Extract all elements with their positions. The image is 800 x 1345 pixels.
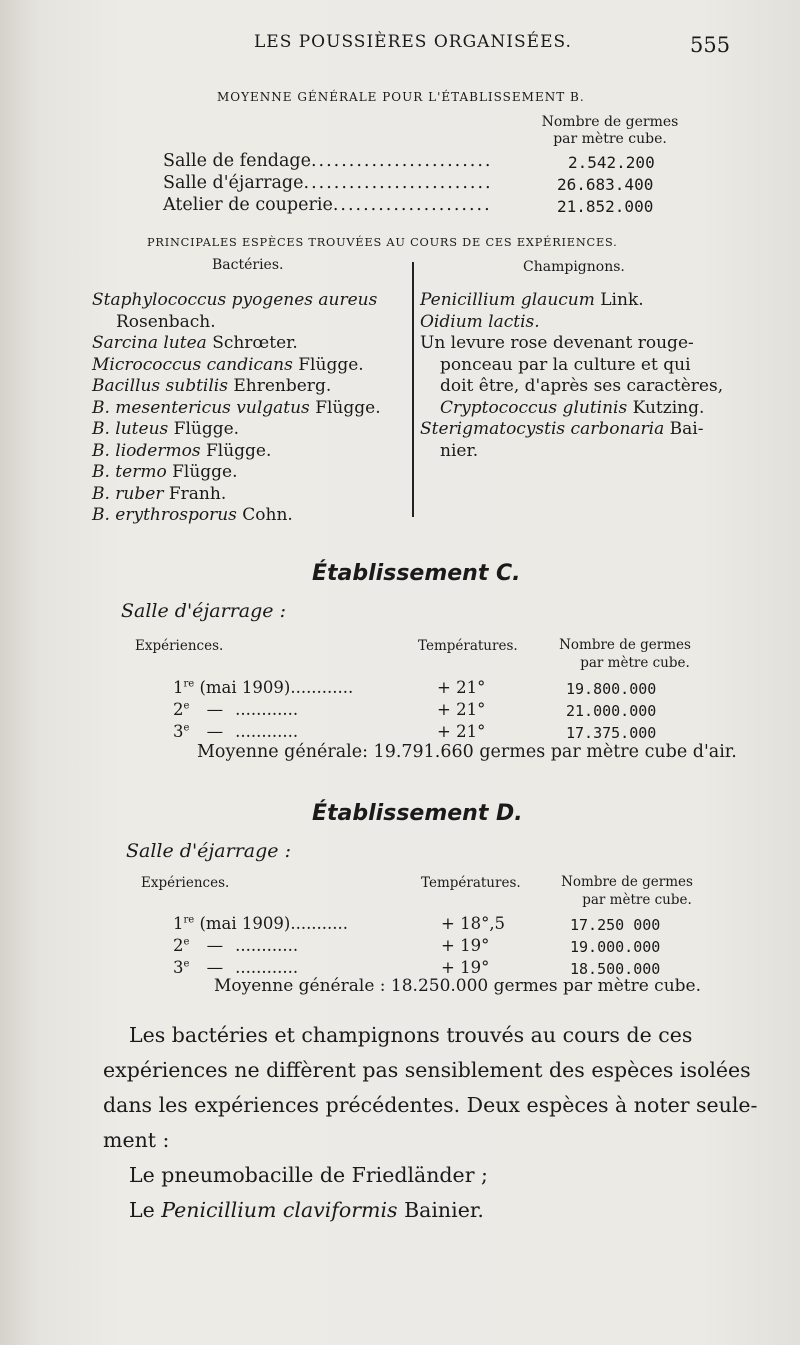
champignons-list [420, 290, 723, 462]
list-item: B. luteus Flügge. [92, 419, 240, 439]
list-item: doit être, d'après ses caractères, [440, 376, 724, 396]
list-item: ponceau par la culture et qui [440, 354, 691, 375]
list-item: Sterigmatocystis carbonaria Bai- [420, 419, 704, 439]
germes-cell: 18.500.000 [570, 960, 661, 978]
list-item: Rosenbach. [116, 311, 216, 332]
moyenne-b-title: MOYENNE GÉNÉRALE POUR L'ÉTABLISSEMENT B. [217, 90, 585, 104]
bacteries-header: Bactéries. [212, 257, 284, 273]
col-header-experiences: Expériences. [141, 875, 230, 891]
champignons-header: Champignons. [523, 259, 625, 275]
list-item: Un levure rose devenant rouge- [420, 333, 694, 353]
temperature-cell: + 18°,5 [441, 914, 506, 933]
list-item: Le Penicillium claviformis Bainier. [129, 1198, 484, 1222]
column-divider [412, 262, 414, 517]
list-item: B. ruber Franh. [92, 483, 227, 504]
page-number: 555 [690, 33, 731, 57]
col-header-germes: Nombre de germes par mètre cube. [559, 637, 691, 671]
germes-cell: 17.250 000 [570, 916, 661, 934]
list-item: B. mesentericus vulgatus Flügge. [92, 397, 381, 418]
moyenne-b-unit: Nombre de germes par mètre cube. [541, 114, 679, 147]
moyenne-b-row: Salle de fendage........................ [163, 151, 493, 171]
table-row: 1re (mai 1909)........... [173, 914, 349, 933]
col-header-germes: Nombre de germes par mètre cube. [561, 874, 693, 908]
etab-c-moyenne: Moyenne générale: 19.791.660 germes par mètre cube d'air. [197, 742, 737, 762]
moyenne-b-row: Salle d'éjarrage......................... [163, 173, 493, 193]
list-item: Oidium lactis. [420, 311, 540, 332]
table-row: 2e — ............ [173, 936, 299, 955]
temperature-cell: + 21° [437, 722, 486, 741]
moyenne-b-value: 21.852.000 [557, 197, 654, 216]
table-row: 2e — ............ [173, 700, 299, 719]
etab-c-title: Établissement C. [312, 561, 521, 586]
temperature-cell: + 19° [441, 936, 490, 955]
temperature-cell: + 19° [441, 958, 490, 977]
bacteries-list [92, 290, 381, 527]
moyenne-b-row: Atelier de couperie..................... [163, 195, 492, 215]
table-row: 1re (mai 1909)............ [173, 678, 354, 697]
list-item: B. erythrosporus Cohn. [92, 505, 293, 525]
etab-d-title: Établissement D. [312, 801, 523, 826]
germes-cell: 19.000.000 [570, 938, 661, 956]
list-item: B. liodermos Flügge. [92, 440, 272, 461]
moyenne-b-value: 26.683.400 [557, 175, 654, 194]
conclusion-paragraph: Les bactéries et champignons trouvés au cours de ces expériences ne diffèrent pas sensiblement des espèces isolées dans les expériences précédentes. Deux espèces à noter seule- ment : Le pneumobacille de Friedländer ; Le Penicillium claviformis Bainier. [103, 1018, 753, 1228]
list-item: nier. [440, 440, 479, 461]
etab-d-moyenne: Moyenne générale : 18.250.000 germes par mètre cube. [214, 976, 701, 996]
list-item: Staphylococcus pyogenes aureus [92, 290, 378, 310]
list-item: B. termo Flügge. [92, 462, 238, 482]
list-item: Cryptococcus glutinis Kutzing. [440, 397, 705, 418]
germes-cell: 17.375.000 [566, 724, 657, 742]
running-title: LES POUSSIÈRES ORGANISÉES. [254, 32, 572, 52]
table-row: 3e — ............ [173, 722, 299, 741]
especes-title: PRINCIPALES ESPÈCES TROUVÉES AU COURS DE CES EXPÉRIENCES. [147, 236, 618, 249]
germes-cell: 19.800.000 [566, 680, 657, 698]
list-item: Sarcina lutea Schrœter. [92, 333, 298, 353]
etab-d-subtitle: Salle d'éjarrage : [126, 840, 291, 862]
col-header-experiences: Expériences. [135, 638, 224, 654]
col-header-temperatures: Températures. [418, 638, 518, 654]
table-row: 3e — ............ [173, 958, 299, 977]
list-item: Micrococcus candicans Flügge. [92, 354, 364, 375]
germes-cell: 21.000.000 [566, 702, 657, 720]
list-item: Penicillium glaucum Link. [420, 290, 644, 310]
temperature-cell: + 21° [437, 700, 486, 719]
etab-c-subtitle: Salle d'éjarrage : [121, 600, 286, 622]
list-item: Bacillus subtilis Ehrenberg. [92, 376, 332, 396]
temperature-cell: + 21° [437, 678, 486, 697]
col-header-temperatures: Températures. [421, 875, 521, 891]
moyenne-b-value: 2.542.200 [568, 153, 655, 172]
